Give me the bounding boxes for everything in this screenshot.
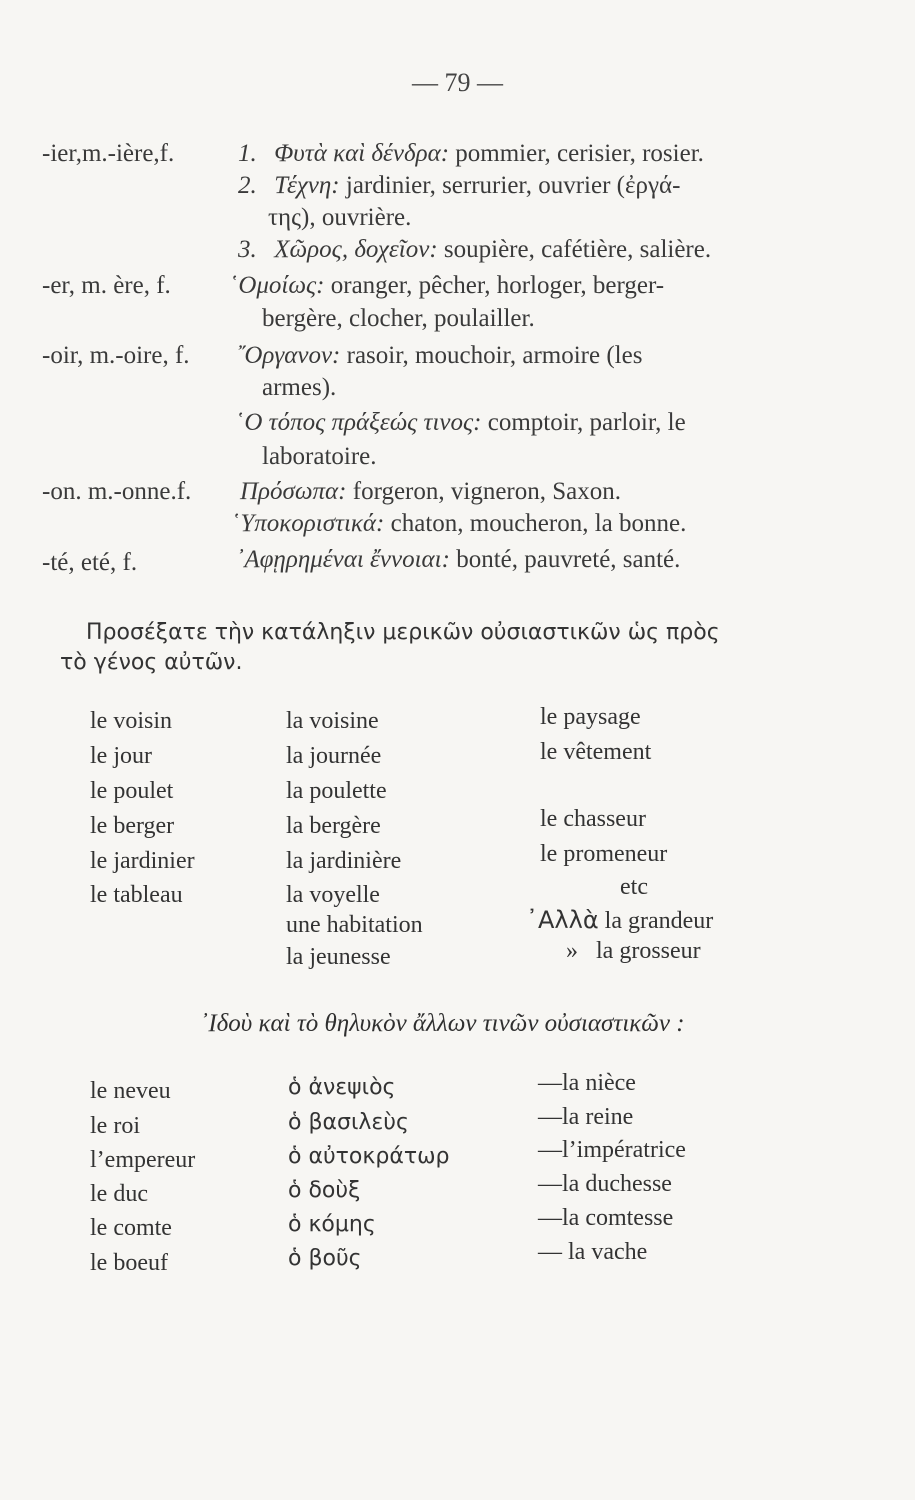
- instruction-line-2: τὸ γένος αὐτῶν.: [60, 650, 243, 675]
- feminine-note: ᾿Ιδοὺ καὶ τὸ θηλυκὸν ἄλλων τινῶν οὐσιαστικῶν :: [200, 1010, 685, 1037]
- rule-line: [230, 272, 664, 300]
- alla-rest: la grandeur: [604, 908, 714, 934]
- rule-category: Τέχνη:: [274, 172, 340, 199]
- table-cell: le tableau: [90, 882, 183, 908]
- alla-word: ᾿Αλλὰ: [526, 906, 599, 934]
- table-cell: la poulette: [286, 778, 387, 804]
- rule-examples: pommier, cerisier, rosier.: [455, 140, 704, 167]
- table-cell: la journée: [286, 743, 382, 769]
- rule-category: Φυτὰ καὶ δένδρα:: [274, 140, 450, 167]
- table-cell: ὁ βοῦς: [288, 1246, 362, 1271]
- table-cell: le neveu: [90, 1078, 171, 1104]
- rule-examples: chaton, moucheron, la bonne.: [390, 510, 687, 537]
- rule-examples: rasoir, mouchoir, armoire (les: [346, 342, 643, 369]
- table-cell: la voisine: [286, 708, 379, 734]
- table-cell: le duc: [90, 1181, 148, 1207]
- table-cell: la bergère: [286, 813, 381, 839]
- table-cell: le vêtement: [540, 739, 652, 765]
- table-cell: ὁ βασιλεὺς: [288, 1110, 409, 1135]
- table-cell: [566, 938, 701, 965]
- suffix-label: -ier,m.-ière,f.: [42, 140, 175, 167]
- table-cell: ὁ αὐτοκράτωρ: [288, 1144, 450, 1169]
- table-cell: ὁ κόμης: [288, 1212, 376, 1237]
- table-cell: le berger: [90, 813, 175, 839]
- table-cell: etc: [620, 874, 648, 900]
- table-cell: le voisin: [90, 708, 172, 734]
- ditto-rest: la grosseur: [596, 938, 701, 964]
- table-cell: ὁ ἀνεψιὸς: [288, 1075, 396, 1100]
- table-cell: le jour: [90, 743, 152, 769]
- rule-line: [236, 409, 686, 437]
- rule-line: [238, 140, 704, 168]
- rule-category: Χῶρος, δοχεῖον:: [274, 236, 438, 263]
- rule-number: 2.: [238, 172, 257, 199]
- suffix-label: -té, eté, f.: [42, 549, 138, 576]
- table-cell: la jeunesse: [286, 944, 391, 970]
- rule-line: [236, 546, 680, 574]
- rule-line: [238, 236, 711, 264]
- rule-category: ῎Οργανον:: [236, 342, 341, 369]
- table-cell: le chasseur: [540, 806, 646, 832]
- table-cell: — la vache: [538, 1239, 648, 1265]
- rule-category: ᾿Αφῃρημέναι ἔννοιαι:: [236, 546, 450, 573]
- rule-continuation: armes).: [262, 374, 337, 401]
- table-cell: ὁ δοὺξ: [288, 1178, 361, 1203]
- table-cell: la voyelle: [286, 882, 380, 908]
- table-cell: le poulet: [90, 778, 174, 804]
- page-number: — 79 —: [412, 68, 503, 97]
- table-cell: le comte: [90, 1215, 172, 1241]
- table-cell: le jardinier: [90, 848, 195, 874]
- rule-number: 1.: [238, 140, 257, 167]
- rule-line: [232, 510, 686, 538]
- suffix-label: -er, m. ère, f.: [42, 272, 171, 299]
- rule-line: [238, 172, 680, 200]
- rule-continuation: της), ouvrière.: [268, 204, 412, 231]
- rule-category: ῾Ο τόπος πράξεώς τινος:: [236, 409, 482, 436]
- table-cell: l’empereur: [90, 1147, 196, 1173]
- table-cell: le promeneur: [540, 841, 668, 867]
- table-cell: une habitation: [286, 912, 423, 938]
- suffix-label: -oir, m.-oire, f.: [42, 342, 190, 369]
- ditto-mark: »: [566, 938, 578, 964]
- rule-line: [236, 342, 642, 370]
- rule-examples: jardinier, serrurier, ouvrier (ἐργά-: [345, 172, 681, 199]
- table-cell: [526, 906, 713, 935]
- rule-examples: soupière, cafétière, salière.: [443, 236, 712, 263]
- suffix-label: -on. m.-onne.f.: [42, 478, 192, 505]
- table-cell: la jardinière: [286, 848, 402, 874]
- table-cell: —la comtesse: [538, 1205, 674, 1231]
- table-cell: le boeuf: [90, 1250, 168, 1276]
- rule-line: [240, 478, 621, 506]
- instruction-line-1: Προσέξατε τὴν κατάληξιν μερικῶν οὐσιαστικῶν ὡς πρὸς: [86, 620, 720, 645]
- rule-number: 3.: [238, 236, 257, 263]
- rule-examples: bonté, pauvreté, santé.: [456, 546, 681, 573]
- rule-continuation: bergère, clocher, poulailler.: [262, 305, 535, 332]
- table-cell: le roi: [90, 1113, 140, 1139]
- table-cell: le paysage: [540, 704, 641, 730]
- table-cell: —l’impératrice: [538, 1137, 686, 1163]
- rule-examples: comptoir, parloir, le: [487, 409, 686, 436]
- table-cell: —la nièce: [538, 1070, 636, 1096]
- table-cell: —la duchesse: [538, 1171, 672, 1197]
- rule-continuation: laboratoire.: [262, 443, 377, 470]
- rule-category: ῾Υποκοριστικά:: [232, 510, 385, 537]
- rule-category: Πρόσωπα:: [240, 478, 347, 505]
- rule-examples: forgeron, vigneron, Saxon.: [352, 478, 622, 505]
- rule-category: ῾Ομοίως:: [230, 272, 325, 299]
- rule-examples: oranger, pêcher, horloger, berger-: [330, 272, 665, 299]
- table-cell: —la reine: [538, 1104, 634, 1130]
